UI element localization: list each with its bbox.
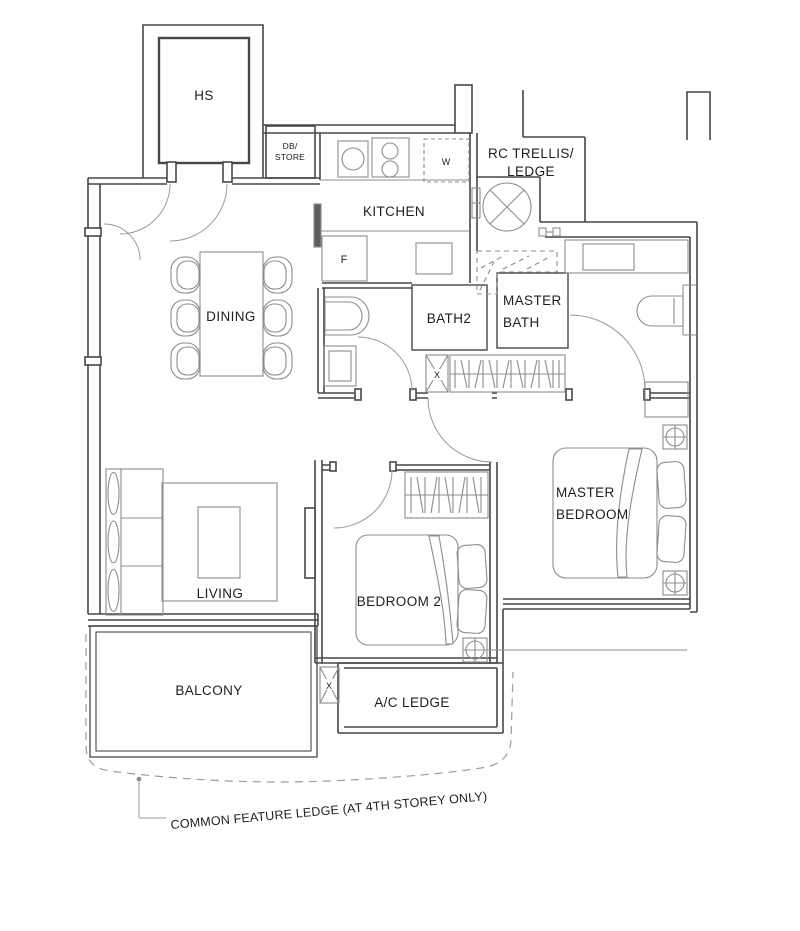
room-label-kitchen: KITCHEN (362, 204, 426, 219)
wall-bath2-top (322, 283, 412, 288)
ceiling-symbol-2 (663, 571, 687, 595)
hs-door-post-left (167, 162, 176, 182)
bedroom2-door-post-right (390, 462, 396, 471)
wall-tick-1 (85, 228, 101, 236)
common-ledge (86, 634, 513, 818)
wall-top-left (88, 178, 143, 184)
room-label-dining: DINING (206, 309, 256, 324)
masterbath-door-arc (570, 315, 645, 390)
walls (85, 25, 710, 757)
room-label-masterbedroom-1: MASTER (556, 485, 615, 500)
coffee-table (198, 507, 240, 578)
room-label-bath2: BATH2 (426, 311, 472, 326)
entry-door-arc-1 (170, 184, 227, 241)
wall-bedroom2-top (322, 465, 490, 470)
kitchen-sink-bowl (342, 148, 364, 170)
wall-bedroom2-left (315, 460, 322, 663)
bedroom2-bed (356, 535, 488, 645)
bath2-shower-inner (329, 351, 351, 381)
hob-burner-1 (382, 143, 398, 159)
masterbedroom-door-arc (428, 398, 492, 462)
entry-door-arc-3 (104, 224, 140, 260)
room-label-living: LIVING (196, 586, 244, 601)
room-label-store: STORE (274, 152, 306, 162)
marker-duct-balcony: X (325, 681, 333, 691)
wall-column (455, 85, 472, 133)
bedroom2-door-post-left (330, 462, 336, 471)
marker-duct-corridor: X (433, 370, 441, 380)
sofa (106, 469, 163, 615)
room-label-balcony: BALCONY (175, 683, 243, 698)
bath2-door-arc (358, 337, 412, 391)
room-label-rc-trellis-1: RC TRELLIS/ (488, 146, 574, 161)
master-bedside-table (645, 382, 688, 417)
wall-hall-top (318, 393, 497, 398)
wall-bath2-left (318, 288, 324, 393)
mbath-door-post-left (566, 389, 572, 400)
bedroom2-door-arc (334, 470, 392, 528)
counter-appliance (416, 243, 452, 274)
leader-dot (137, 777, 142, 782)
room-label-bedroom2: BEDROOM 2 (356, 594, 442, 609)
room-label-hs: HS (194, 88, 214, 103)
bath2-tub (325, 297, 369, 335)
labels (170, 88, 629, 832)
bath2-door-post-left (355, 389, 361, 400)
wall-left-outer (88, 178, 100, 614)
leader-line (139, 781, 166, 818)
room-label-masterbath-1: MASTER (503, 293, 562, 308)
marker-fridge: F (340, 254, 348, 266)
wall-masterbedroom-left (490, 462, 497, 663)
tall-unit (314, 204, 321, 247)
trellis-fan-cross (490, 190, 524, 224)
wall-pier-living-bedroom2 (305, 508, 315, 578)
switch-icon (539, 228, 560, 236)
wall-masterbath-box (497, 273, 568, 348)
hob-burner-2 (382, 161, 398, 177)
room-label-masterbath-2: BATH (503, 315, 540, 330)
room-label-db: DB/ (282, 141, 298, 151)
marker-washer: W (441, 157, 451, 167)
wall-kitchen-right (470, 133, 477, 283)
annotation-common-ledge: COMMON FEATURE LEDGE (AT 4TH STOREY ONLY) (170, 789, 488, 832)
door-arcs (104, 184, 645, 528)
living-rug (162, 483, 277, 601)
wall-tick-2 (85, 357, 101, 365)
wall-masterbath-bottom (649, 393, 690, 398)
hs-door-post-right (223, 162, 232, 182)
room-label-rc-trellis-2: LEDGE (507, 164, 555, 179)
masterbath-vanity-sink (583, 244, 634, 270)
room-label-masterbedroom-2: BEDROOM (556, 507, 629, 522)
kitchen-hob (372, 138, 409, 177)
ceiling-symbol-1 (663, 425, 687, 449)
entry-door-arc-2 (120, 184, 170, 234)
wall-top-right-stub (687, 92, 710, 140)
wall-masterbedroom-window (503, 599, 690, 663)
masterbath-toilet (637, 296, 683, 326)
room-label-ac-ledge: A/C LEDGE (374, 695, 450, 710)
bath2-door-post-right (410, 389, 416, 400)
wall-balcony-track (88, 614, 318, 626)
